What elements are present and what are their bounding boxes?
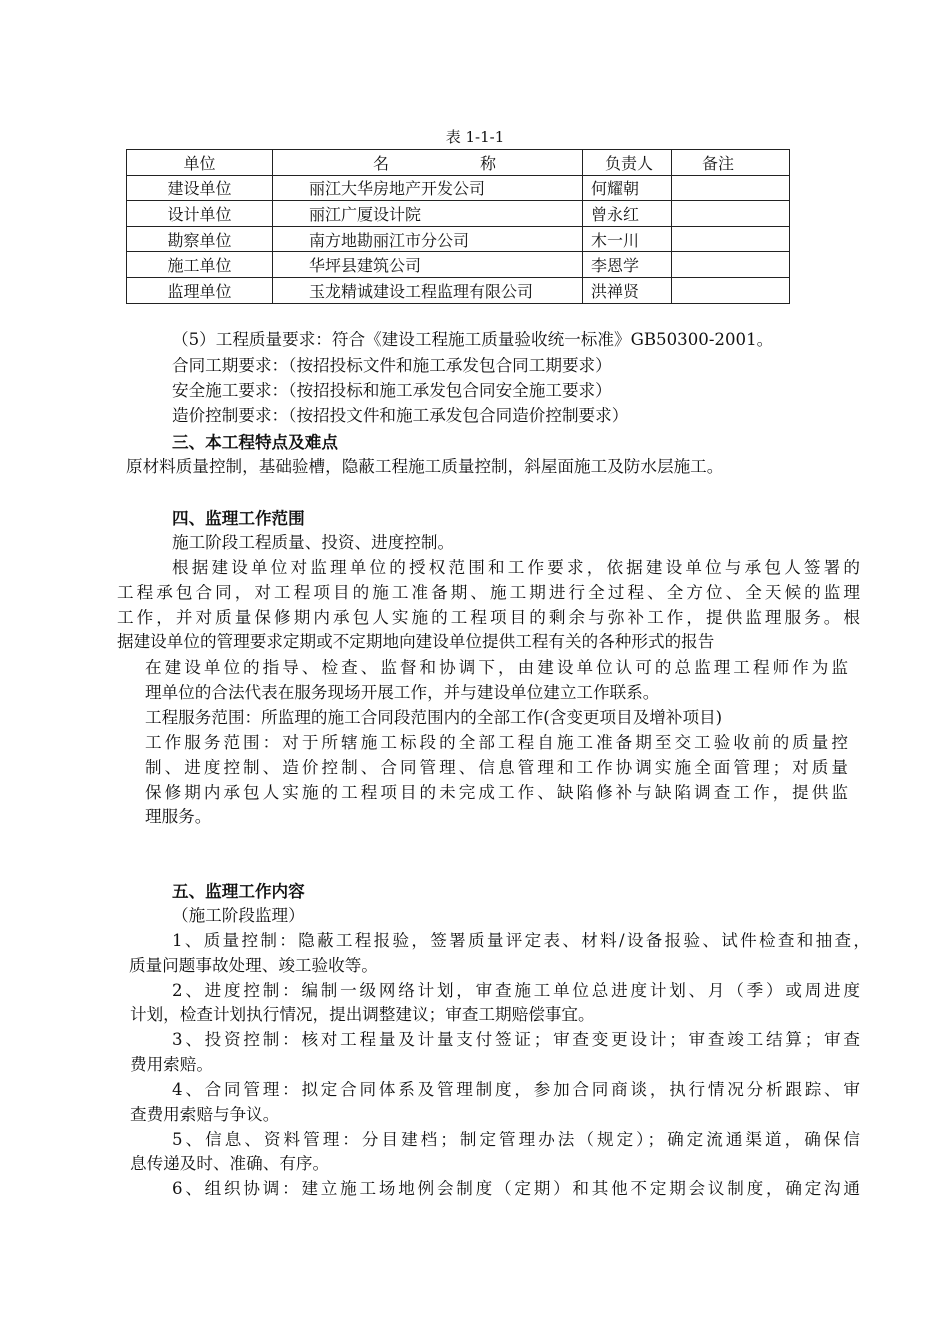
cell-remark — [672, 277, 790, 303]
item-information-management: 5、信息、资料管理：分目建档；制定管理办法（规定）；确定流通渠道，确保信 — [172, 1130, 860, 1149]
cell-name: 玉龙精诚建设工程监理有限公司 — [273, 277, 583, 303]
work-service-scope-line: 保修期内承包人实施的工程项目的未完成工作、缺陷修补与缺陷调查工作，提供监 — [145, 783, 848, 802]
section-4-paragraph-line: 据建设单位的管理要求定期或不定期地向建设单位提供工程有关的各种形式的报告 — [117, 632, 715, 651]
section-4-paragraph-line: 根据建设单位对监理单位的授权范围和工作要求，依据建设单位与承包人签署的 — [172, 558, 860, 577]
item-quality-control-cont: 质量问题事故处理、竣工验收等。 — [129, 956, 378, 975]
table-row — [127, 201, 790, 227]
cell-remark — [672, 252, 790, 278]
item-investment-control: 3、投资控制：核对工程量及计量支付签证；审查变更设计；审查竣工结算；审查 — [172, 1030, 860, 1049]
engineering-service-scope-line: 工程服务范围：所监理的施工合同段范围内的全部工作(含变更项目及增补项目) — [145, 708, 723, 727]
cell-name: 华坪县建筑公司 — [273, 252, 583, 278]
table-caption: 表 1-1-1 — [445, 128, 505, 146]
table-header-row — [127, 150, 790, 176]
work-service-scope-line: 工作服务范围：对于所辖施工标段的全部工程自施工准备期至交工验收前的质量控 — [145, 733, 848, 752]
item-progress-control-cont: 计划，检查计划执行情况，提出调整建议；审查工期赔偿事宜。 — [130, 1005, 595, 1024]
item-quality-control: 1、质量控制：隐蔽工程报验，签署质量评定表、材料/设备报验、试件检查和抽查， — [172, 931, 870, 950]
cell-person: 曾永红 — [583, 201, 672, 227]
section-5-heading: 五、监理工作内容 — [172, 881, 305, 901]
cell-remark — [672, 201, 790, 227]
table-row — [127, 226, 790, 252]
item-information-management-cont: 息传递及时、准确、有序。 — [130, 1154, 330, 1173]
section-3-heading: 三、本工程特点及难点 — [172, 432, 338, 452]
header-name — [273, 150, 583, 176]
table-row — [127, 175, 790, 201]
cell-unit: 施工单位 — [127, 252, 273, 278]
header-remark: 备注 — [672, 150, 790, 176]
section-4-paragraph-line: 工程承包合同，对工程项目的施工准备期、施工期进行全过程、全方位、全天候的监理 — [117, 583, 860, 602]
section-4-scope-line: 施工阶段工程质量、投资、进度控制。 — [172, 533, 455, 552]
quality-requirement-line: （5）工程质量要求：符合《建设工程施工质量验收统一标准》GB50300-2001。 — [172, 330, 774, 349]
work-service-scope-line: 制、进度控制、造价控制、合同管理、信息管理和工作协调实施全面管理；对质量 — [145, 758, 848, 777]
table-row — [127, 252, 790, 278]
item-investment-control-cont: 费用索赔。 — [130, 1055, 213, 1074]
item-contract-management-cont: 查费用索赔与争议。 — [130, 1105, 280, 1124]
cell-name: 丽江广厦设计院 — [273, 201, 583, 227]
cell-unit: 设计单位 — [127, 201, 273, 227]
cell-unit: 监理单位 — [127, 277, 273, 303]
header-name-char-1: 名 — [373, 153, 390, 173]
item-organization-coordination: 6、组织协调：建立施工场地例会制度（定期）和其他不定期会议制度，确定沟通 — [172, 1179, 860, 1198]
cell-name: 南方地勘丽江市分公司 — [273, 226, 583, 252]
cell-remark — [672, 226, 790, 252]
cell-unit: 建设单位 — [127, 175, 273, 201]
section-4-heading: 四、监理工作范围 — [172, 508, 305, 528]
cell-person: 洪禅贤 — [583, 277, 672, 303]
section-4-paragraph-line: 工作，并对质量保修期内承包人实施的工程项目的剩余与弥补工作，提供监理服务。根 — [117, 608, 860, 627]
section-4-paragraph-line: 理单位的合法代表在服务现场开展工作，并与建设单位建立工作联系。 — [145, 683, 660, 702]
header-person: 负责人 — [583, 150, 672, 176]
cell-unit: 勘察单位 — [127, 226, 273, 252]
project-units-table — [126, 149, 790, 304]
cell-remark — [672, 175, 790, 201]
section-5-subheading: （施工阶段监理） — [172, 906, 305, 925]
header-name-char-2: 称 — [479, 153, 496, 173]
section-4-paragraph-line: 在建设单位的指导、检查、监督和协调下，由建设单位认可的总监理工程师作为监 — [145, 658, 848, 677]
cost-requirement-line: 造价控制要求：（按招投文件和施工承发包合同造价控制要求） — [172, 406, 629, 425]
cell-person: 木一川 — [583, 226, 672, 252]
schedule-requirement-line: 合同工期要求：（按招投标文件和施工承发包合同工期要求） — [172, 356, 612, 375]
cell-person: 李恩学 — [583, 252, 672, 278]
work-service-scope-line: 理服务。 — [145, 807, 212, 826]
safety-requirement-line: 安全施工要求：（按招投标和施工承发包合同安全施工要求） — [172, 381, 612, 400]
cell-person: 何耀朝 — [583, 175, 672, 201]
section-3-text: 原材料质量控制，基础验槽，隐蔽工程施工质量控制，斜屋面施工及防水层施工。 — [126, 457, 724, 476]
header-unit: 单位 — [127, 150, 273, 176]
item-contract-management: 4、合同管理：拟定合同体系及管理制度，参加合同商谈，执行情况分析跟踪、审 — [172, 1080, 860, 1099]
table-row — [127, 277, 790, 303]
item-progress-control: 2、进度控制：编制一级网络计划，审查施工单位总进度计划、月（季）或周进度 — [172, 981, 860, 1000]
cell-name: 丽江大华房地产开发公司 — [273, 175, 583, 201]
